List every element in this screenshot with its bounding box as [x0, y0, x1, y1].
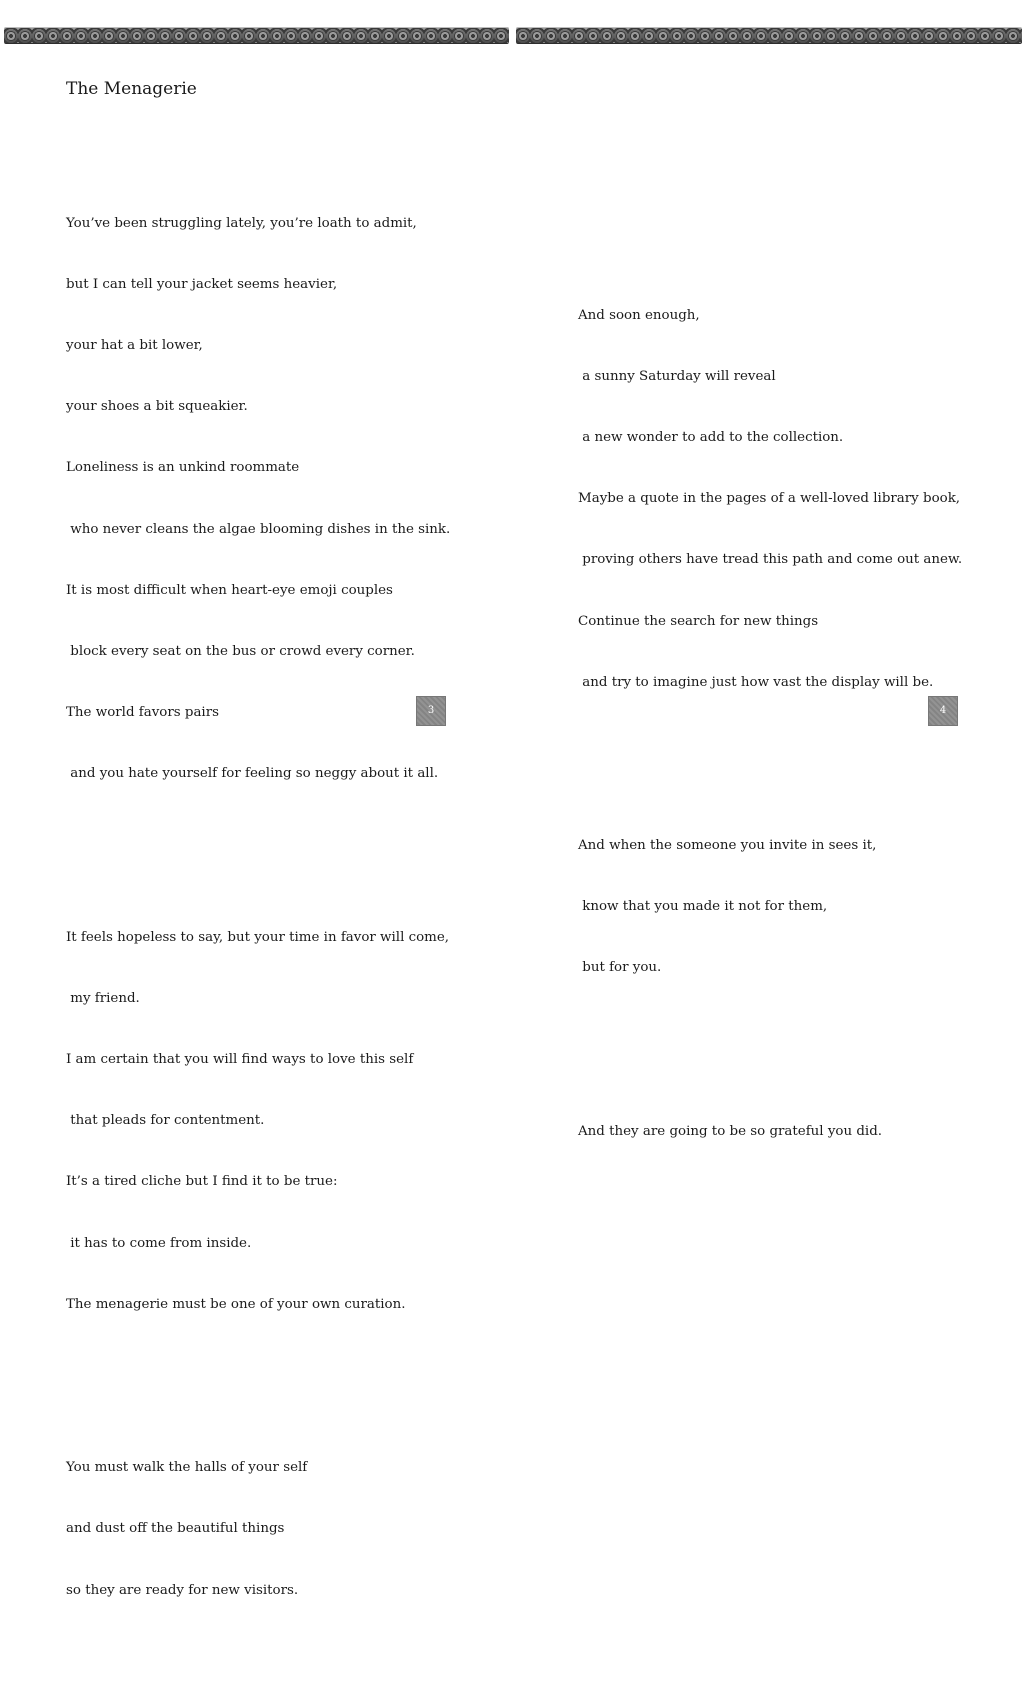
- poem-line: You must walk the halls of your self: [66, 1460, 308, 1476]
- stanza: [578, 265, 962, 734]
- poem-line: It feels hopeless to say, but your time in favor will come,: [66, 929, 450, 945]
- poem-line: Continue the search for new things: [578, 613, 819, 629]
- poem-line: Maybe a quote in the pages of a well-loved library book,: [578, 491, 961, 507]
- poem-line: And they are going to be so grateful you did.: [578, 1123, 883, 1139]
- poem-line: but I can tell your jacket seems heavier,: [66, 276, 338, 292]
- poem-line: that pleads for contentment.: [66, 1113, 265, 1129]
- poem-line: your hat a bit lower,: [66, 338, 203, 354]
- poem-line: It’s a tired cliche but I find it to be true:: [66, 1174, 338, 1190]
- poem-line: your shoes a bit squeakier.: [66, 399, 248, 415]
- page-right: [512, 0, 1024, 1139]
- poem-line: it has to come from inside.: [66, 1235, 252, 1251]
- poem-line: And when the someone you invite in sees it,: [578, 838, 877, 854]
- stanza: [578, 1081, 962, 1183]
- stanza: [66, 1417, 450, 1641]
- poem-line: who never cleans the algae blooming dishes in the sink.: [66, 521, 451, 537]
- poem-line: The menagerie must be one of your own curation.: [66, 1296, 406, 1312]
- poem-line: and dust off the beautiful things: [66, 1521, 285, 1537]
- poem-title: The Menagerie: [66, 79, 197, 99]
- poem-line: It is most difficult when heart-eye emoji couples: [66, 582, 393, 598]
- page-left: [0, 0, 512, 1598]
- poem-line: Loneliness is an unkind roommate: [66, 460, 300, 476]
- page-number: 4: [928, 696, 958, 726]
- stanza: [578, 795, 962, 1019]
- poem-line: but for you.: [578, 960, 662, 976]
- poem-line: a sunny Saturday will reveal: [578, 368, 776, 384]
- stanza: [66, 173, 450, 826]
- poem-line: and try to imagine just how vast the display will be.: [578, 674, 934, 690]
- poem-body-left: [66, 132, 450, 1703]
- poem-line: so they are ready for new visitors.: [66, 1582, 299, 1598]
- poem-line: The world favors pairs: [66, 705, 219, 721]
- ornamental-border-icon: [516, 27, 1022, 44]
- page-number: 3: [416, 696, 446, 726]
- stanza: [66, 887, 450, 1356]
- poem-line: and you hate yourself for feeling so neggy about it all.: [66, 766, 439, 782]
- poem-line: proving others have tread this path and come out anew.: [578, 552, 963, 568]
- poem-line: my friend.: [66, 990, 140, 1006]
- poem-line: And soon enough,: [578, 307, 700, 323]
- poem-line: know that you made it not for them,: [578, 899, 828, 915]
- poem-line: You’ve been struggling lately, you’re loath to admit,: [66, 215, 417, 231]
- poem-line: block every seat on the bus or crowd every corner.: [66, 644, 415, 660]
- poem-line: a new wonder to add to the collection.: [578, 430, 844, 446]
- poem-body-right: [578, 224, 962, 1244]
- poem-line: I am certain that you will find ways to love this self: [66, 1052, 414, 1068]
- ornamental-border-icon: [4, 27, 509, 44]
